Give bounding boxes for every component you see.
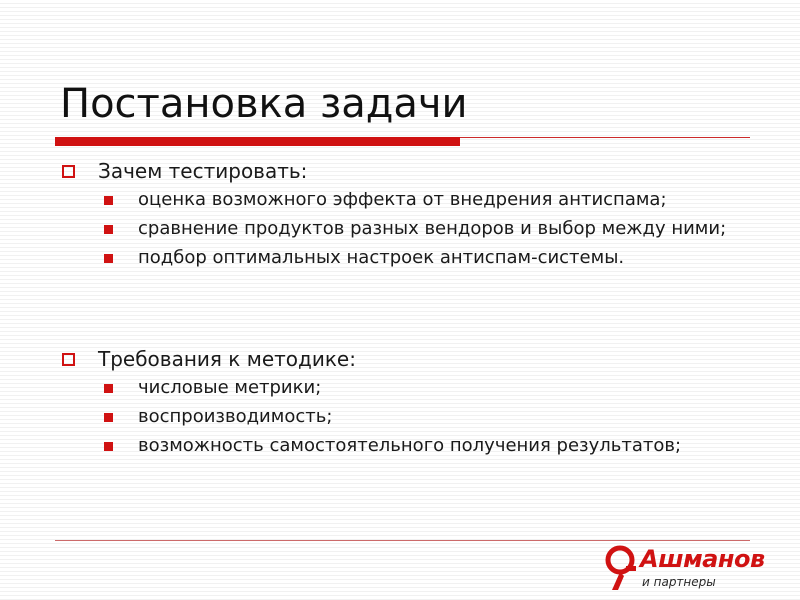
filled-square-icon	[104, 196, 113, 205]
filled-square-icon	[104, 413, 113, 422]
bullet-list	[0, 377, 760, 456]
list-item	[0, 218, 760, 239]
logo-brand-text: Ашманов	[640, 545, 765, 573]
section-heading: Требования к методике:	[98, 347, 356, 371]
filled-square-icon	[104, 384, 113, 393]
list-item	[0, 377, 760, 398]
filled-square-icon	[104, 442, 113, 451]
logo-subtitle: и партнеры	[642, 575, 716, 589]
list-item-text: подбор оптимальных настроек антиспам-системы.	[138, 247, 625, 268]
list-item-text: оценка возможного эффекта от внедрения антиспама;	[138, 189, 667, 210]
footer-divider	[55, 540, 750, 541]
bullet-list	[0, 189, 760, 268]
filled-square-icon	[104, 225, 113, 234]
section-heading-row	[0, 346, 760, 376]
ashmanov-logo-icon	[602, 544, 640, 594]
list-item-text: возможность самостоятельного получения результатов;	[138, 435, 682, 456]
list-item-text: воспроизводимость;	[138, 406, 333, 427]
list-item	[0, 406, 760, 427]
hollow-square-icon	[62, 165, 75, 178]
section-method-requirements	[0, 346, 760, 456]
hollow-square-icon	[62, 353, 75, 366]
slide-title: Постановка задачи	[60, 81, 468, 127]
list-item	[0, 247, 760, 268]
list-item	[0, 189, 760, 210]
list-item	[0, 435, 760, 456]
list-item-text: сравнение продуктов разных вендоров и выбор между ними;	[138, 218, 727, 239]
section-heading: Зачем тестировать:	[98, 159, 308, 183]
list-item-text: числовые метрики;	[138, 377, 322, 398]
section-why-test	[0, 158, 760, 268]
section-heading-row	[0, 158, 760, 188]
company-logo	[600, 542, 770, 598]
filled-square-icon	[104, 254, 113, 263]
